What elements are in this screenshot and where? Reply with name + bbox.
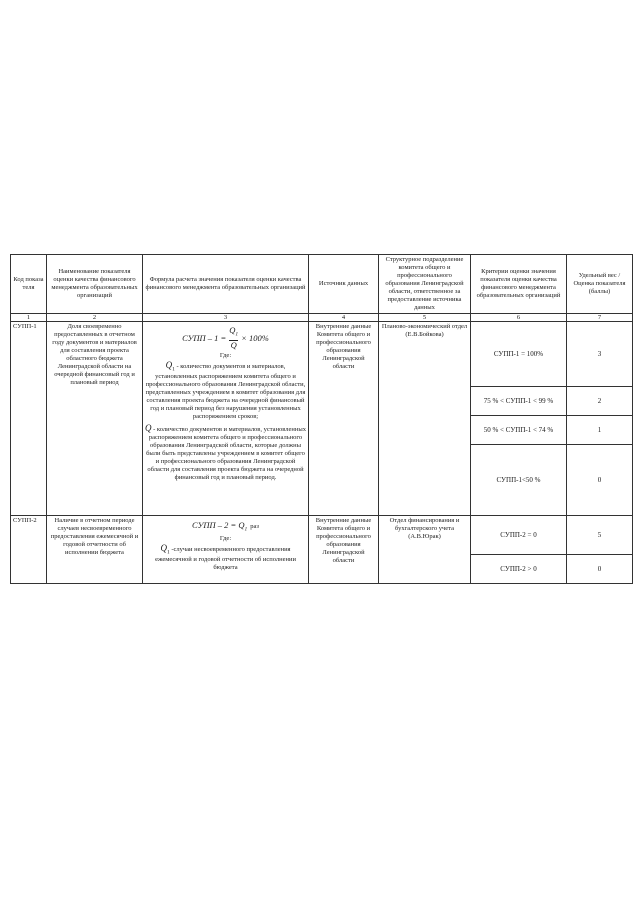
weight: 2 [567, 387, 633, 416]
header-weight: Удельный вес / Оценка показателя (баллы) [567, 255, 633, 314]
expl-symbol-sub: 1 [166, 548, 170, 555]
weight: 0 [567, 445, 633, 516]
weight: 3 [567, 322, 633, 387]
formula-denominator: Q [230, 339, 237, 350]
criterion: СУПП-2 = 0 [471, 516, 567, 555]
weight: 5 [567, 516, 633, 555]
formula-explanation [145, 544, 306, 572]
column-number-row [11, 314, 633, 322]
expl-symbol-sub: 1 [172, 365, 175, 372]
header-source: Источник данных [309, 255, 379, 314]
col-number: 5 [379, 314, 471, 322]
expl-symbol: Q [165, 359, 173, 370]
col-number: 7 [567, 314, 633, 322]
weight: 1 [567, 416, 633, 445]
formula-rhs: × 100% [241, 332, 269, 343]
data-source: Внутренние данные Комитета общего и профессионального образования Ленинградской области [309, 516, 379, 584]
responsible-dept: Отдел финансирования и бухгалтерского учета (А.В.Юрак) [379, 516, 471, 584]
col-number: 6 [471, 314, 567, 322]
formula-fraction [229, 326, 238, 350]
formula-rhs: раз [250, 522, 259, 530]
criterion: СУПП-1 = 100% [471, 322, 567, 387]
formula-expression [145, 520, 306, 533]
expl-text: -случаи несвоевременного предоставления ежемесячной и годовой отчетности об исполнении бюджета [155, 545, 296, 571]
criterion: 50 % < СУПП-1 < 74 % [471, 416, 567, 445]
header-criteria: Критерии оценки значения показателя оценки качества финансового менеджмента образовательных организаций [471, 255, 567, 314]
indicator-code: СУПП-1 [11, 322, 47, 516]
report-sheet [10, 254, 632, 584]
criterion: СУПП-1<50 % [471, 445, 567, 516]
expl-symbol: Q [160, 542, 167, 553]
header-name: Наименование показателя оценки качества финансового менеджмента образовательных организаций [47, 255, 143, 314]
formula-where: Где: [219, 351, 232, 359]
header-formula: Формула расчета значения показателя оценки качества финансового менеджмента образовательных организаций [143, 255, 309, 314]
formula-sub: 1 [244, 526, 248, 533]
formula-numerator: Q [229, 325, 236, 335]
criterion: 75 % < СУПП-1 < 99 % [471, 387, 567, 416]
col-number: 1 [11, 314, 47, 322]
expl-text: - количество документов и материалов, установленных распоряжением комитета общего и профессионального образования Ленинградской области, представленных учреждением в комитет образования для составления проекта бюджета на очередной финансовый год и плановый период без нарушения установленных распоряжением сроков; [145, 362, 306, 420]
formula-expression [145, 326, 306, 350]
formula-numerator-sub: 1 [235, 331, 239, 338]
col-number: 2 [47, 314, 143, 322]
quality-indicators-table [10, 254, 633, 584]
formula-lhs: СУПП – 2 = Q [192, 520, 245, 530]
data-source: Внутренние данные Комитета общего и профессионального образования Ленинградской области [309, 322, 379, 516]
expl-symbol: Q [145, 422, 152, 433]
expl-text: - количество документов и материалов, установленных распоряжением комитета общего и профессионального образования Ленинградской области, которые должны были быть представлены учреждением в комитет общего и профессионального образования Ленинградской области для составления проекта бюджета на очередной финансовый год и плановый период. [146, 425, 306, 481]
col-number: 4 [309, 314, 379, 322]
header-row [11, 255, 633, 314]
criterion: СУПП-2 > 0 [471, 555, 567, 584]
indicator-formula [143, 322, 309, 516]
header-dept: Структурное подразделение комитета общего и профессионального образования Ленинградской области, ответственное за предоставление источника данных [379, 255, 471, 314]
formula-explanation [145, 361, 306, 421]
indicator-name: Наличие в отчетном периоде случаев несвоевременного предоставления ежемесячной и годовой отчетности об исполнении бюджета [47, 516, 143, 584]
indicator-name: Доля своевременно предоставленных в отчетном году документов и материалов для составления проекта областного бюджета Ленинградской области на очередной финансовый год и плановый период [47, 322, 143, 516]
table-row [11, 322, 633, 387]
formula-where: Где: [219, 534, 232, 542]
formula-lhs: СУПП – 1 = [182, 332, 227, 343]
col-number: 3 [143, 314, 309, 322]
indicator-code: СУПП-2 [11, 516, 47, 584]
formula-explanation [145, 424, 306, 482]
responsible-dept: Планово-экономический отдел (Е.В.Бойкова) [379, 322, 471, 516]
indicator-formula [143, 516, 309, 584]
table-row [11, 516, 633, 555]
header-code: Код показа теля [11, 255, 47, 314]
weight: 0 [567, 555, 633, 584]
